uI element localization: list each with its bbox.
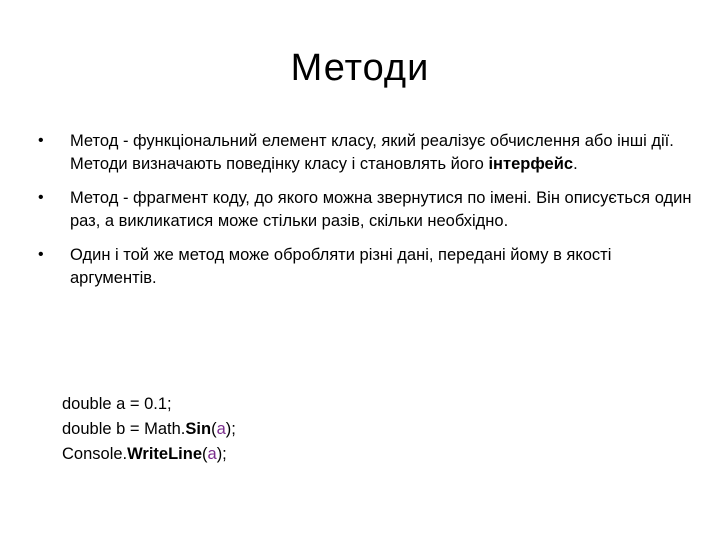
bullet-list bbox=[38, 130, 698, 301]
code-paren: ); bbox=[216, 445, 227, 463]
bullet-item bbox=[38, 244, 698, 289]
bullet-dot-icon: • bbox=[38, 132, 44, 149]
bullet-item bbox=[38, 130, 698, 175]
code-line-1 bbox=[62, 392, 562, 417]
bullet-text-end: . bbox=[573, 154, 578, 173]
code-paren: ( bbox=[202, 445, 208, 463]
code-argument: a bbox=[207, 445, 217, 463]
code-text: double b = Math. bbox=[62, 420, 186, 438]
bullet-dot-icon: • bbox=[38, 189, 44, 206]
code-paren: ); bbox=[225, 420, 236, 438]
code-text: double a = 0.1; bbox=[62, 395, 172, 413]
bullet-text: Метод - фрагмент коду, до якого можна звернутися по імені. Він описується один раз, а викликатися може стільки разів, скільки необхідно. bbox=[70, 189, 692, 230]
code-method-name: Sin bbox=[185, 420, 212, 438]
code-block bbox=[62, 392, 562, 467]
bullet-text: Один і той же метод може обробляти різні дані, передані йому в якості аргументів. bbox=[70, 246, 612, 287]
code-argument: a bbox=[216, 420, 226, 438]
code-line-2 bbox=[62, 417, 562, 442]
bullet-item bbox=[38, 187, 698, 232]
code-line-3 bbox=[62, 442, 562, 467]
code-paren: ( bbox=[211, 420, 217, 438]
code-text: Console. bbox=[62, 445, 128, 463]
slide-title: Методи bbox=[290, 47, 430, 89]
bullet-text: Метод - функціональний елемент класу, який реалізує обчислення або інші дії. Методи визначають поведінку класу і становлять його bbox=[70, 132, 674, 173]
code-method-name: WriteLine bbox=[127, 445, 202, 463]
bullet-bold-term: інтерфейс bbox=[488, 154, 574, 173]
bullet-dot-icon: • bbox=[38, 246, 44, 263]
